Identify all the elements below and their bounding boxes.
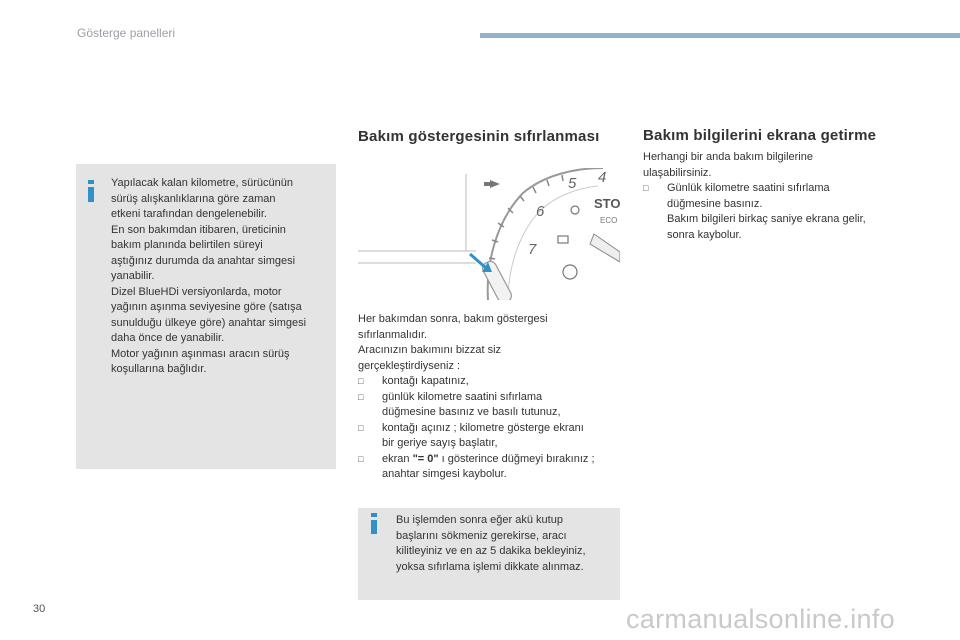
watermark: carmanualsonline.info (626, 604, 895, 634)
page-number: 30 (33, 603, 46, 615)
list-item: □ ekran "= 0" ı gösterince düğmeyi bırakınız ; anahtar simgesi kaybolur. (358, 452, 620, 483)
left-info-text: Yapılacak kalan kilometre, sürücünün sürüş alışkanlıklarına göre zaman etkeni tarafından dengelenebilir. En son bakımdan itibaren, üreticinin bakım planında belirtilen süreyi aştığınız durumda da anahtar simgesi yanabilir. Dizel BlueHDi versiyonlarda, motor yağının aşınma seviyesine göre (satışa sunulduğu ülkeye göre) anahtar simgesi daha önce de yanabilir. Motor yağının aşınması aracın sürüş koşullarına bağlıdır. (111, 177, 307, 375)
info-icon (371, 520, 377, 534)
display-instructions: Herhangi bir anda bakım bilgilerine ulaşabilirsiniz. □ Günlük kilometre saatini sıfırlama düğmesine basınız. Bakım bilgileri birkaç saniye ekrana gelir, sonra kaybolur. (643, 150, 903, 243)
instrument-cluster-illustration (358, 168, 620, 300)
gauge-label-eco: ECO (600, 216, 618, 225)
header-bar (480, 33, 960, 38)
gauge-label-mid: 5 (568, 175, 577, 192)
display-heading: Bakım bilgilerini ekrana getirme (643, 127, 877, 144)
reset-heading: Bakım göstergesinin sıfırlanması (358, 128, 600, 145)
list-item: □ kontağı kapatınız, (358, 374, 620, 390)
gauge-label-bottom: 7 (528, 241, 537, 258)
gauge-label-stop: STO (594, 196, 620, 211)
info-icon (88, 187, 94, 202)
gauge-label-top: 4 (598, 169, 607, 186)
list-item: □ günlük kilometre saatini sıfırlama düğmesine basınız ve basılı tutunuz, (358, 390, 620, 421)
list-item: □ kontağı açınız ; kilometre gösterge ekranı bir geriye sayış başlatır, (358, 421, 620, 452)
list-item: □ Günlük kilometre saatini sıfırlama düğmesine basınız. Bakım bilgileri birkaç saniye ekrana gelir, sonra kaybolur. (643, 181, 903, 243)
section-header: Gösterge panelleri (77, 26, 176, 40)
gauge-label-lower: 6 (536, 203, 545, 220)
note-text: Bu işlemden sonra eğer akü kutup başlarını sökmeniz gerekirse, aracı kilitleyiniz ve en az 5 dakika bekleyiniz, yoksa sıfırlama işlemi dikkate alınmaz. (396, 514, 586, 573)
reset-instructions: Her bakımdan sonra, bakım göstergesi sıfırlanmalıdır. Aracınızın bakımını bizzat siz gerçekleştirdiyseniz : □ kontağı kapatınız, □ günlük kilometre saatini sıfırlama düğmesine basınız ve basılı tutunuz, □ kontağı açınız ; kilometre gösterge ekranı bir geriye sayış başlatır, □ ekran "= 0" ı gösterince düğmeyi bırakınız ; anahtar simgesi kaybolur. (358, 312, 620, 483)
